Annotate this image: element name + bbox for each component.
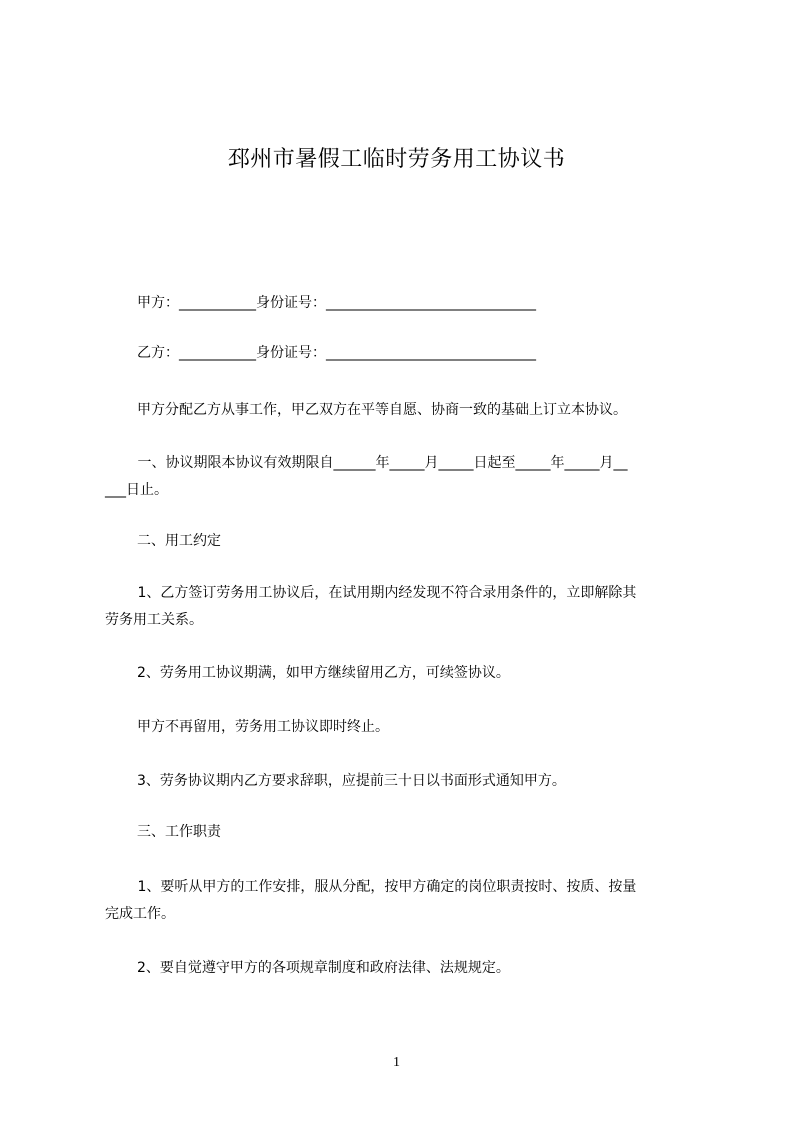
intro-paragraph: 甲方分配乙方从事工作，甲乙双方在平等自愿、协商一致的基础上订立本协议。: [137, 402, 627, 418]
s2-item1-line-2: 劳务用工关系。: [105, 612, 203, 628]
term-line-1: 一、协议期限本协议有效期限自______年_____月_____日起至_____年_____月__: [133, 455, 628, 471]
term-line-2: ___日止。: [105, 482, 168, 498]
s2-item2-continuation: 甲方不再留用，劳务用工协议即时终止。: [137, 719, 389, 735]
s2-item3: 3、劳务协议期内乙方要求辞职，应提前三十日以书面形式通知甲方。: [137, 773, 566, 789]
section-2-heading: 二、用工约定: [137, 533, 221, 549]
document-title: 邳州市暑假工临时劳务用工协议书: [227, 147, 566, 172]
s3-item1-line-2: 完成工作。: [105, 906, 175, 922]
s2-item1-line-1: 1、乙方签订劳务用工协议后，在试用期内经发现不符合录用条件的，立即解除其: [133, 585, 637, 601]
s3-item2: 2、要自觉遵守甲方的各项规章制度和政府法律、法规规定。: [137, 960, 510, 976]
section-3-heading: 三、工作职责: [137, 824, 221, 840]
party-b-line: 乙方：___________身份证号：______________________________: [137, 345, 536, 361]
page-number: 1: [393, 1055, 400, 1070]
s3-item1-line-1: 1、要听从甲方的工作安排，服从分配，按甲方确定的岗位职责按时、按质、按量: [133, 879, 637, 895]
s2-item2: 2、劳务用工协议期满，如甲方继续留用乙方，可续签协议。: [137, 665, 510, 681]
party-a-line: 甲方：___________身份证号：______________________________: [137, 295, 536, 311]
